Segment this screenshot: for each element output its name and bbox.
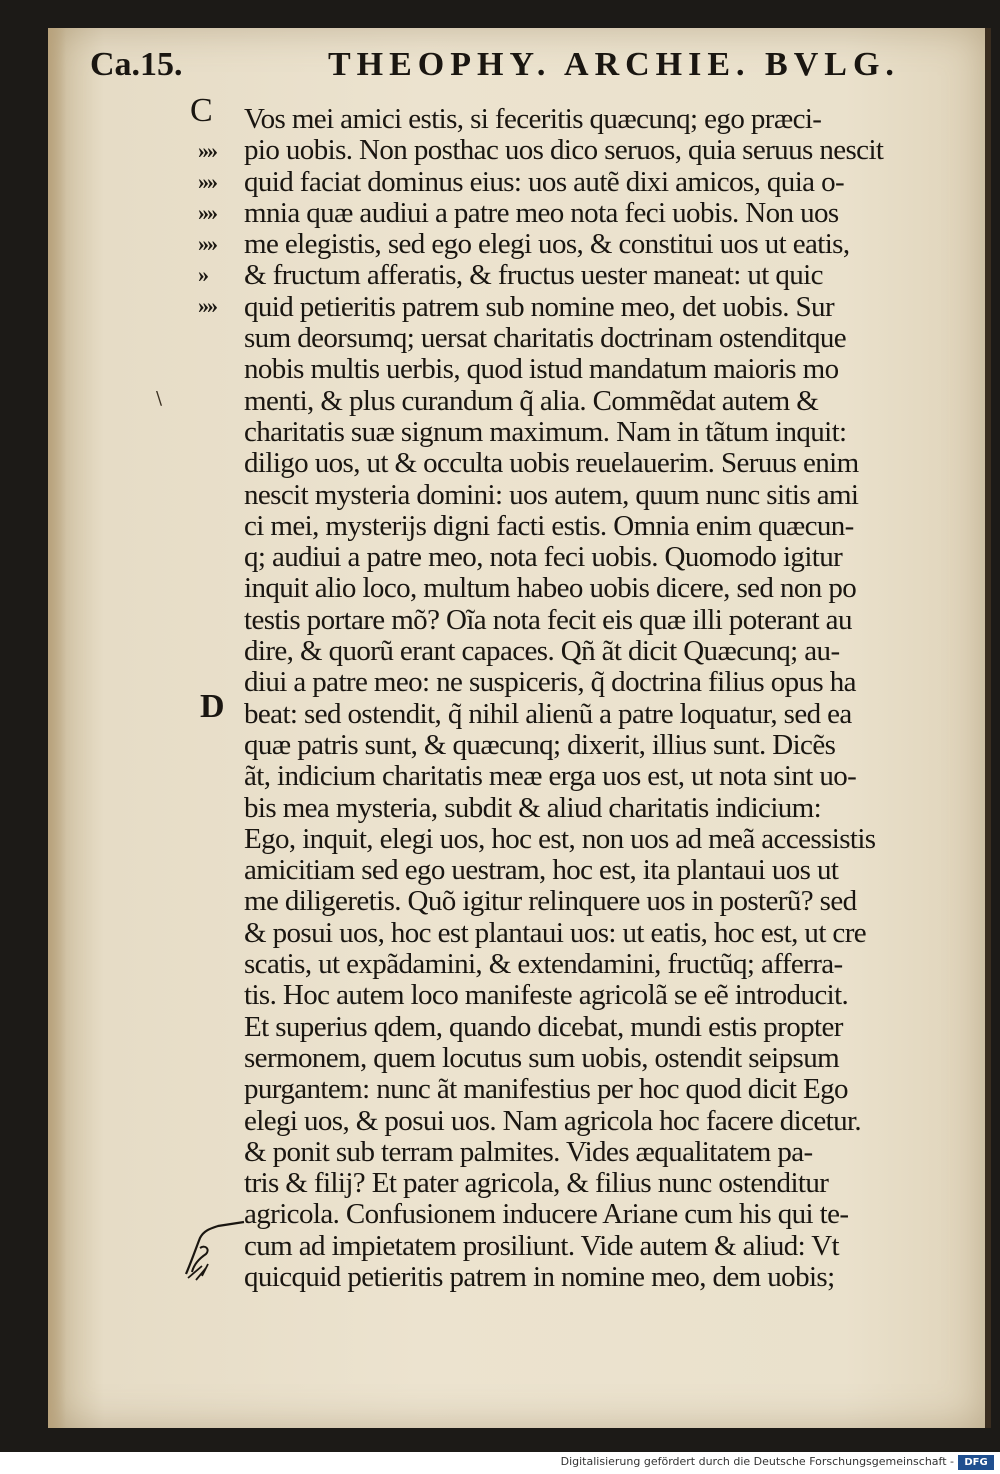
- text-line: nescit mysteria domini: uos autem, quum nunc sitis ami: [244, 478, 859, 511]
- text-line: inquit alio loco, multum habeo uobis dicere, sed non po: [244, 572, 857, 605]
- text-line: elegi uos, & posui uos. Nam agricola hoc facere dicetur.: [244, 1104, 862, 1137]
- text-line: Vos mei amici estis, si feceritis quæcunq; ego præci-: [244, 103, 822, 135]
- text-line: purgantem: nunc ãt manifestius per hoc quod dicit Ego: [244, 1073, 848, 1106]
- footer-strip: [0, 1452, 1000, 1474]
- text-line: scatis, ut expãdamini, & extendamini, fructũq; afferra-: [244, 948, 843, 981]
- text-line: & ponit sub terram palmites. Vides æqualitatem pa-: [244, 1135, 813, 1168]
- text-line: diligo uos, ut & occulta uobis reuelauerim. Seruus enim: [244, 447, 859, 480]
- text-line: amicitiam sed ego uestram, hoc est, ita plantaui uos ut: [244, 854, 839, 887]
- margin-section-letter-d: D: [200, 688, 225, 725]
- text-line: quicquid petieritis patrem in nomine meo, dem uobis;: [244, 1260, 835, 1293]
- text-line: quid petieritis patrem sub nomine meo, det uobis. Sur: [244, 290, 835, 323]
- stray-ink-mark: \: [156, 388, 163, 409]
- text-line: charitatis suæ signum maximum. Nam in tãtum inquit:: [244, 415, 847, 448]
- text-line: & fructum afferatis, & fructus uester maneat: ut quic: [244, 259, 823, 292]
- digitization-credit: Digitalisierung gefördert durch die Deutsche Forschungsgemeinschaft -: [560, 1455, 954, 1468]
- chapter-reference: Ca.15.: [90, 46, 183, 83]
- text-line: sermonem, quem locutus sum uobis, ostendit seipsum: [244, 1041, 840, 1074]
- page-header: [90, 36, 920, 86]
- text-line: cum ad impietatem prosiliunt. Vide autem & aliud: Vt: [244, 1229, 840, 1262]
- text-line: tis. Hoc autem loco manifeste agricolã se eẽ introducit.: [244, 979, 849, 1012]
- text-line: q; audiui a patre meo, nota feci uobis. Quomodo igitur: [244, 541, 843, 574]
- text-line: Ego, inquit, elegi uos, hoc est, non uos ad meã accessistis: [244, 822, 876, 855]
- text-line: quæ patris sunt, & quæcunq; dixerit, illius sunt. Dicẽs: [244, 728, 836, 761]
- margin-quote-mark: »»: [198, 169, 216, 194]
- running-title: THEOPHY. ARCHIE. BVLG.: [328, 46, 900, 83]
- margin-quote-mark: »»: [198, 293, 216, 318]
- text-line: tris & filij? Et pater agricola, & filius nunc ostenditur: [244, 1167, 829, 1200]
- text-line: menti, & plus curandum q̃ alia. Commẽdat autem &: [244, 384, 819, 417]
- dfg-logo: DFG: [958, 1455, 994, 1470]
- text-line: nobis multis uerbis, quod istud mandatum maioris mo: [244, 353, 839, 386]
- text-line: me elegistis, sed ego elegi uos, & constitui uos ut eatis,: [244, 228, 850, 261]
- main-text-block: [244, 104, 944, 1293]
- text-line: agricola. Confusionem inducere Ariane cum his qui te-: [244, 1198, 849, 1231]
- margin-quote-mark: »: [198, 262, 207, 287]
- text-line: sum deorsumq; uersat charitatis doctrinam ostenditque: [244, 322, 847, 355]
- margin-section-letter-c: C: [190, 92, 213, 129]
- pointing-hand-icon: [178, 1214, 248, 1284]
- text-line: ãt, indicium charitatis meæ erga uos est, ut nota sint uo-: [244, 760, 857, 793]
- text-line: me diligeretis. Quõ igitur relinquere uos in posterũ? sed: [244, 885, 857, 918]
- text-line: beat: sed ostendit, q̃ nihil alienũ a patre loquatur, sed ea: [244, 697, 852, 730]
- text-line: pio uobis. Non posthac uos dico seruos, quia seruus nescit: [244, 134, 884, 167]
- text-line: quid faciat dominus eius: uos autẽ dixi amicos, quia o-: [244, 165, 845, 198]
- text-line: ci mei, mysterijs digni facti estis. Omnia enim quæcun-: [244, 509, 854, 542]
- text-line: diui a patre meo: ne suspiceris, q̃ doctrina filius opus ha: [244, 666, 856, 699]
- margin-quote-mark: »»: [198, 138, 216, 163]
- text-line: dire, & quorũ erant capaces. Qñ ãt dicit Quæcunq; au-: [244, 635, 840, 668]
- text-line: & posui uos, hoc est plantaui uos: ut eatis, hoc est, ut cre: [244, 916, 867, 949]
- margin-quote-mark: »»: [198, 231, 216, 256]
- text-line: bis mea mysteria, subdit & aliud charitatis indicium:: [244, 791, 822, 824]
- text-line: testis portare mõ? Oĩa nota fecit eis quæ illi poterant au: [244, 603, 852, 636]
- text-line: Et superius qdem, quando dicebat, mundi estis propter: [244, 1010, 843, 1043]
- text-line: mnia quæ audiui a patre meo nota feci uobis. Non uos: [244, 196, 839, 229]
- margin-quote-mark: »»: [198, 200, 216, 225]
